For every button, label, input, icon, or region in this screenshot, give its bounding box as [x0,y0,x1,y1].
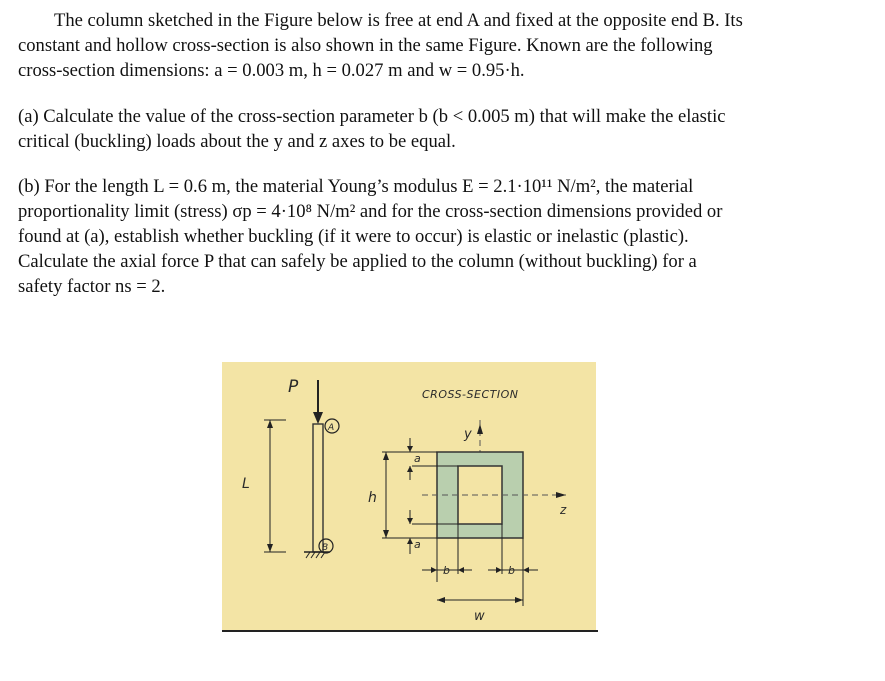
part-b-line-5: safety factor ns = 2. [18,276,166,297]
column-body [313,424,323,552]
part-a-paragraph [18,104,868,154]
y-axis-label: y [464,427,472,442]
part-b-line-2: proportionality limit (stress) σp = 4·10⁸ N/m² and for the cross-section dimensions provided or [18,201,723,222]
intro-paragraph [18,8,868,83]
load-label: P [288,377,299,397]
b-left-label: b [443,564,450,577]
b-right-label: b [508,564,515,577]
intro-line-2: constant and hollow cross-section is also shown in the same Figure. Known are the following [18,35,713,56]
end-a-label: A [328,423,335,433]
height-label: h [368,490,377,506]
intro-line-1: The column sketched in the Figure below is free at end A and fixed at the opposite end B. Its [54,10,743,31]
a-top-label: a [414,452,421,465]
figure-bottom-rule [222,630,598,632]
end-b-label: B [322,543,329,553]
part-a-line-1: (a) Calculate the value of the cross-section parameter b (b < 0.005 m) that will make the elastic [18,106,726,127]
z-axis-label: z [560,503,567,517]
a-bottom-label: a [414,538,421,551]
column-figure [222,362,596,630]
part-b-paragraph [18,174,868,299]
intro-line-3: cross-section dimensions: a = 0.003 m, h = 0.027 m and w = 0.95·h. [18,60,525,81]
z-axis-arrow [556,492,566,498]
part-a-line-2: critical (buckling) loads about the y and z axes to be equal. [18,131,456,152]
column-sketch [222,362,596,630]
part-b-line-3: found at (a), establish whether buckling (if it were to occur) is elastic or inelastic (plastic). [18,226,689,247]
length-label: L [242,476,250,492]
y-axis-arrow [477,424,483,434]
part-b-line-1: (b) For the length L = 0.6 m, the material Young’s modulus E = 2.1·10¹¹ N/m², the material [18,176,694,197]
width-label: w [474,609,485,624]
section-title: CROSS-SECTION [422,388,519,401]
load-arrowhead [313,412,323,424]
part-b-line-4: Calculate the axial force P that can safely be applied to the column (without buckling) for a [18,251,697,272]
